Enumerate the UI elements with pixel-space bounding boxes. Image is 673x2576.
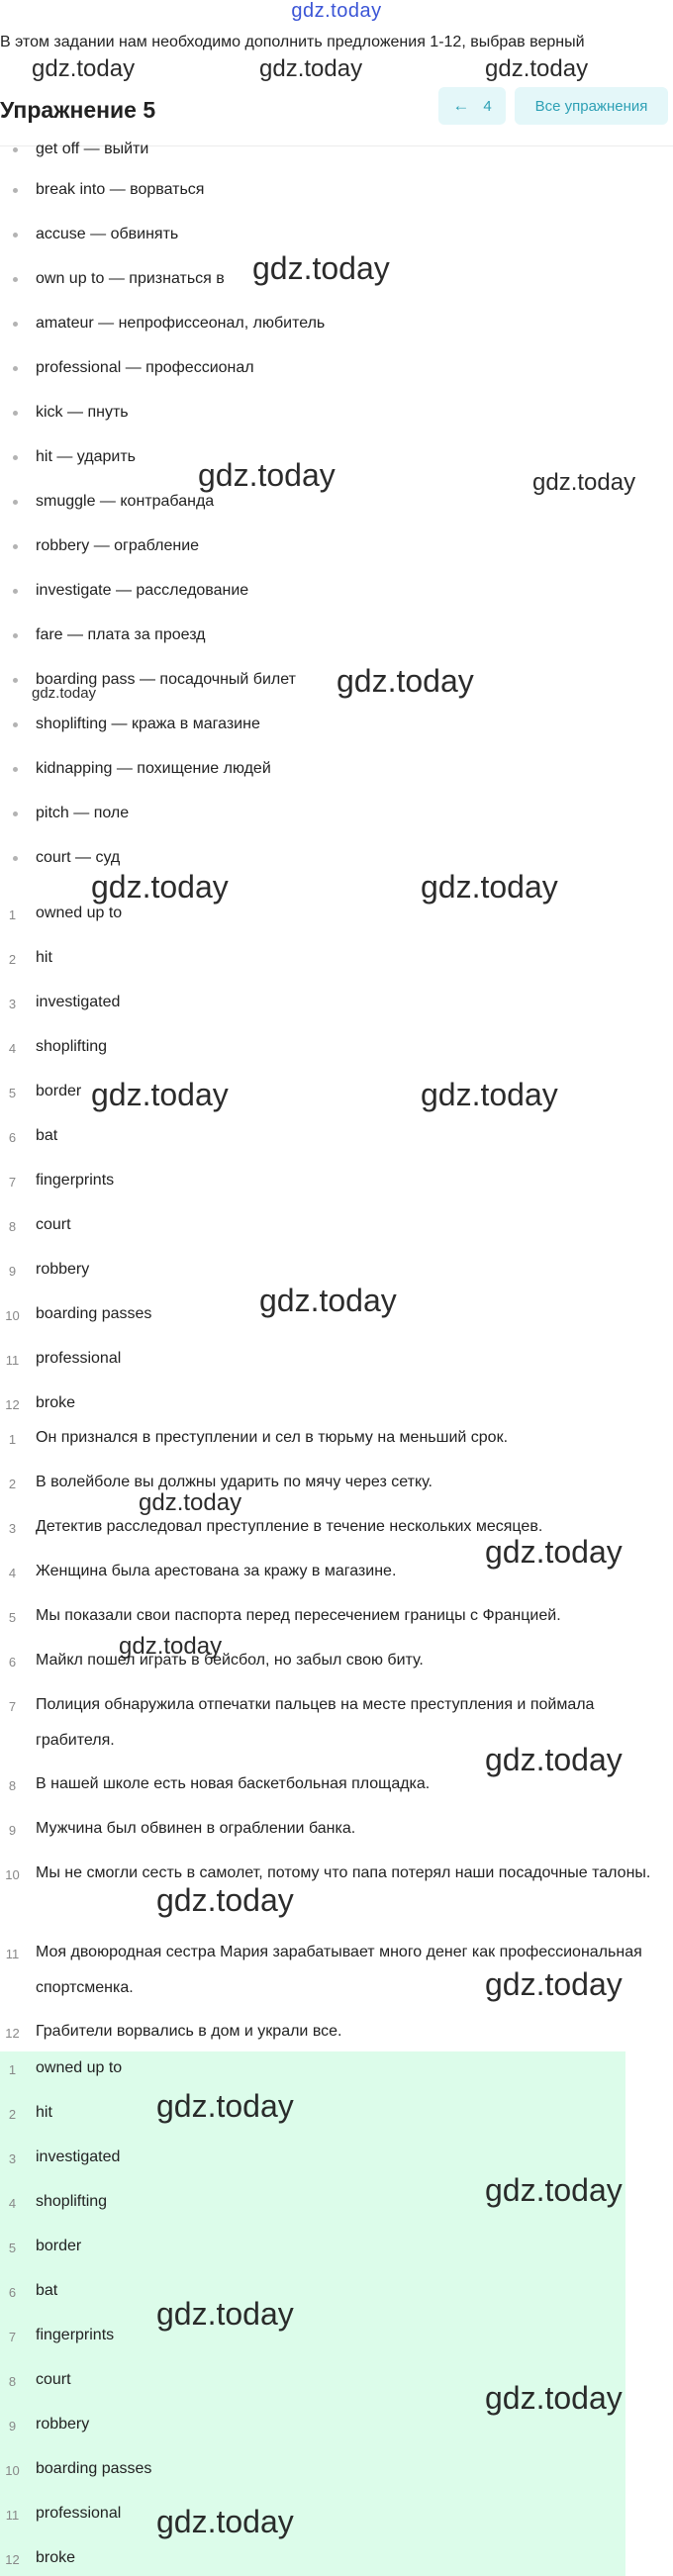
bullet-icon — [13, 589, 18, 594]
page-title: Упражнение 5 — [0, 97, 156, 123]
watermark: gdz.today — [532, 469, 636, 496]
watermark: gdz.today — [119, 1633, 223, 1660]
watermark: gdz.today — [156, 2296, 294, 2332]
watermark: gdz.today — [32, 685, 97, 702]
vocab-item: investigate — расследование — [0, 580, 673, 610]
watermark: gdz.today — [485, 55, 589, 82]
translation-item: 2 В волейболе вы должны ударить по мячу через сетку. — [8, 1474, 433, 1491]
answer-item: 9 robbery — [8, 1261, 90, 1279]
watermark: gdz.today — [156, 2504, 294, 2539]
intro-text: В этом задании нам необходимо дополнить предложения 1-12, выбрав верный — [0, 34, 585, 50]
final-answer-item: 8 court — [8, 2371, 71, 2389]
all-exercises-button[interactable]: Все упражнения — [515, 87, 668, 125]
answer-item: 8 court — [8, 1216, 71, 1234]
final-answer-item: 10 boarding passes — [5, 2460, 152, 2478]
answer-item: 5 border — [8, 1083, 82, 1100]
final-answer-item: 9 robbery — [8, 2416, 90, 2433]
translation-item: 6 Майкл пошел играть в бейсбол, но забыл свою биту. — [8, 1652, 424, 1670]
arrow-left-icon: ← — [452, 96, 470, 115]
bullet-icon — [13, 678, 18, 683]
vocab-item: kidnapping — похищение людей — [0, 758, 673, 788]
answer-item: 6 bat — [8, 1127, 58, 1145]
answer-item: 1 owned up to — [8, 905, 123, 922]
translation-item: 5 Мы показали свои паспорта перед пересечением границы с Францией. — [8, 1607, 561, 1625]
vocab-item: smuggle — контрабанда — [0, 491, 673, 521]
vocab-item: professional — профессионал — [0, 357, 673, 387]
bullet-icon — [13, 633, 18, 638]
bullet-icon — [13, 500, 18, 505]
prev-exercise-label: 4 — [483, 97, 492, 115]
vocab-item: court — суд — [0, 847, 673, 877]
vocab-item: fare — плата за проезд — [0, 624, 673, 654]
bullet-icon — [13, 544, 18, 549]
answer-item: 10 boarding passes — [5, 1305, 152, 1323]
watermark: gdz.today — [421, 869, 558, 905]
site-logo[interactable]: gdz.today — [291, 0, 382, 22]
final-answer-item: 7 fingerprints — [8, 2327, 115, 2344]
exercise-header — [0, 81, 673, 143]
translation-item: 12 Грабители ворвались в дом и украли все. — [5, 2023, 342, 2041]
vocab-item: own up to — признаться в — [0, 268, 673, 298]
watermark: gdz.today — [91, 869, 229, 905]
answer-item: 2 hit — [8, 949, 52, 967]
translation-item: 10 Мы не смогли сесть в самолет, потому что папа потерял наши посадочные талоны. — [5, 1864, 651, 1882]
final-answer-item: 2 hit — [8, 2104, 52, 2122]
final-answer-item: 1 owned up to — [8, 2059, 123, 2077]
final-answer-item: 12 broke — [5, 2549, 76, 2567]
translation-item: 9 Мужчина был обвинен в ограблении банка. — [8, 1820, 356, 1838]
bullet-icon — [13, 233, 18, 238]
vocab-item: kick — пнуть — [0, 402, 673, 431]
vocab-item: pitch — поле — [0, 803, 673, 832]
final-answer-item: 3 investigated — [8, 2148, 121, 2166]
watermark: gdz.today — [139, 1489, 242, 1516]
translation-item: 7 Полиция обнаружила отпечатки пальцев на месте преступления и поймала грабителя. — [8, 1696, 595, 1749]
watermark: gdz.today — [259, 55, 363, 82]
watermark: gdz.today — [32, 55, 136, 82]
watermark: gdz.today — [421, 1077, 558, 1112]
final-answer-item: 4 shoplifting — [8, 2193, 108, 2211]
vocab-item: boarding pass — посадочный билет — [0, 669, 673, 699]
bullet-icon — [13, 366, 18, 371]
final-answer-item: 6 bat — [8, 2282, 58, 2300]
watermark: gdz.today — [259, 1283, 397, 1318]
answer-item: 7 fingerprints — [8, 1172, 115, 1190]
watermark: gdz.today — [485, 1742, 623, 1777]
bullet-icon — [13, 767, 18, 772]
watermark: gdz.today — [336, 663, 474, 699]
bullet-icon — [13, 722, 18, 727]
bullet-icon — [13, 411, 18, 416]
answer-item: 4 shoplifting — [8, 1038, 108, 1056]
vocab-item: amateur — непрофиссеонал, любитель — [0, 313, 673, 342]
vocab-item: robbery — ограбление — [0, 535, 673, 565]
translation-item: 3 Детектив расследовал преступление в течение нескольких месяцев. — [8, 1518, 543, 1536]
bullet-icon — [13, 811, 18, 816]
watermark: gdz.today — [156, 2088, 294, 2124]
vocab-item: accuse — обвинять — [0, 224, 673, 253]
bullet-icon — [13, 277, 18, 282]
bullet-icon — [13, 188, 18, 193]
bullet-icon — [13, 322, 18, 327]
vocab-item: hit — ударить — [0, 446, 673, 476]
watermark: gdz.today — [485, 1534, 623, 1570]
vocab-item: get off — выйти — [0, 139, 673, 168]
prev-exercise-button[interactable] — [438, 87, 506, 125]
bullet-icon — [13, 147, 18, 152]
final-answer-item: 5 border — [8, 2238, 82, 2255]
bullet-icon — [13, 455, 18, 460]
bullet-icon — [13, 856, 18, 861]
answer-item: 3 investigated — [8, 994, 121, 1011]
vocab-item: shoplifting — кража в магазине — [0, 714, 673, 743]
watermark: gdz.today — [485, 1966, 623, 2002]
watermark: gdz.today — [91, 1077, 229, 1112]
vocab-item: break into — ворваться — [0, 179, 673, 209]
translation-item: 1 Он признался в преступлении и сел в тюрьму на меньший срок. — [8, 1429, 509, 1447]
translation-item: 8 В нашей школе есть новая баскетбольная площадка. — [8, 1775, 431, 1793]
watermark: gdz.today — [485, 2380, 623, 2416]
watermark: gdz.today — [485, 2172, 623, 2208]
answer-item: 12 broke — [5, 1394, 76, 1412]
translation-item: 11 Моя двоюродная сестра Мария зарабатывает много денег как профессиональная спортсменка. — [5, 1944, 642, 1996]
final-answer-item: 11 professional — [5, 2505, 122, 2523]
watermark: gdz.today — [156, 1882, 294, 1918]
answer-item: 11 professional — [5, 1350, 122, 1368]
watermark: gdz.today — [252, 250, 390, 286]
watermark: gdz.today — [198, 457, 336, 493]
translation-item: 4 Женщина была арестована за кражу в магазине. — [8, 1563, 397, 1580]
